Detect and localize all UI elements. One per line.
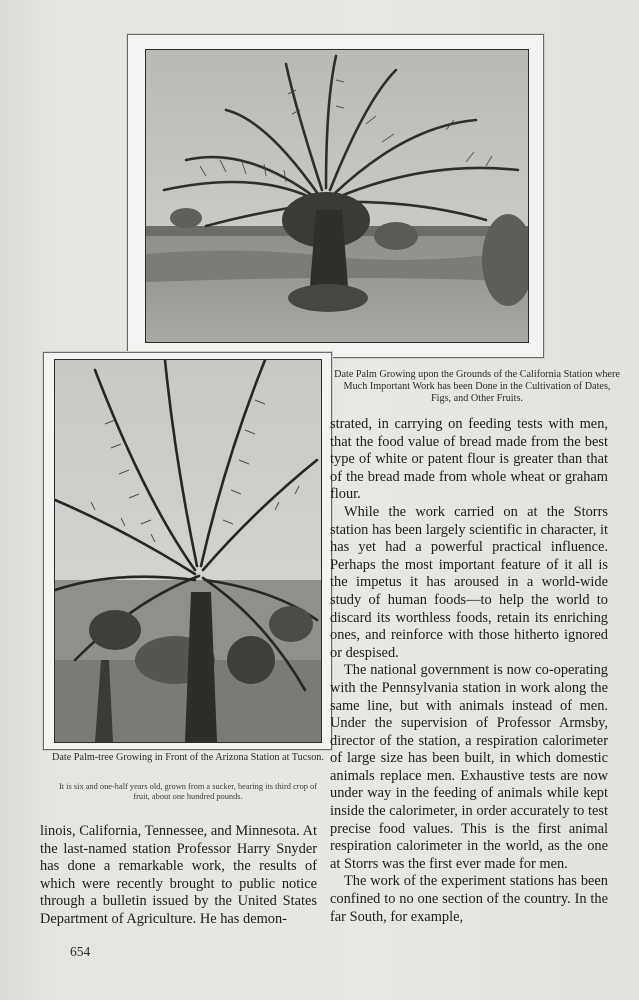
- left-photo-note: It is six and one-half years old, grown from a sucker, bearing its third crop of fruit, about one hundred pounds.: [58, 782, 318, 801]
- left-photo-caption: Date Palm-tree Growing in Front of the Arizona Station at Tucson.: [52, 752, 324, 763]
- left-photo-frame: [43, 352, 332, 750]
- paragraph: While the work carried on at the Storrs station has been largely scientific in character, it has yet had a powerful practical influence. Perhaps the most important feature of it all is the impetus it has aroused in a world-wide study of human foods—to help the world to discard its worthless foods, retain its enriching ones, and reinforce with those hitherto ignored or despised.: [330, 503, 608, 661]
- left-text-column: [40, 823, 317, 929]
- page-number: 654: [70, 944, 91, 959]
- paragraph: The work of the experiment stations has been confined to no one section of the country. In the far South, for example,: [330, 873, 608, 925]
- paragraph: linois, California, Tennessee, and Minnesota. At the last-named station Professor Harry Snyder has done a remarkable work, the results of which were recently brought to public notice through a bulletin issued by the United States Department of Agriculture. He has demon-: [40, 823, 317, 927]
- california-date-palm-photo: [145, 49, 529, 343]
- right-text-column: [330, 416, 608, 926]
- top-photo-frame: [127, 34, 544, 358]
- arizona-date-palm-photo: [54, 359, 322, 743]
- paragraph: The national government is now co-operating with the Pennsylvania station in work along the same line, but with animals instead of men. Under the supervision of Professor Armsby, director of the station, a respiration calorimeter of large size has been built, in which domestic animals replace men. Exhaustive tests are now under way in the feeding of animals while kept inside the calorimeter, in order accurately to test precise food values. This is the first animal respiration calorimeter in the world, as the one at Storrs was the first ever made for men.: [330, 662, 608, 872]
- top-photo-caption: Date Palm Growing upon the Grounds of the California Station where Much Important Work has been Done in the Cultivation of Dates, Figs, and Other Fruits.: [334, 369, 620, 404]
- paragraph: strated, in carrying on feeding tests with men, that the food value of bread made from the best type of white or patent flour is greater than that of the bread made from whole wheat or graham flour.: [330, 416, 608, 503]
